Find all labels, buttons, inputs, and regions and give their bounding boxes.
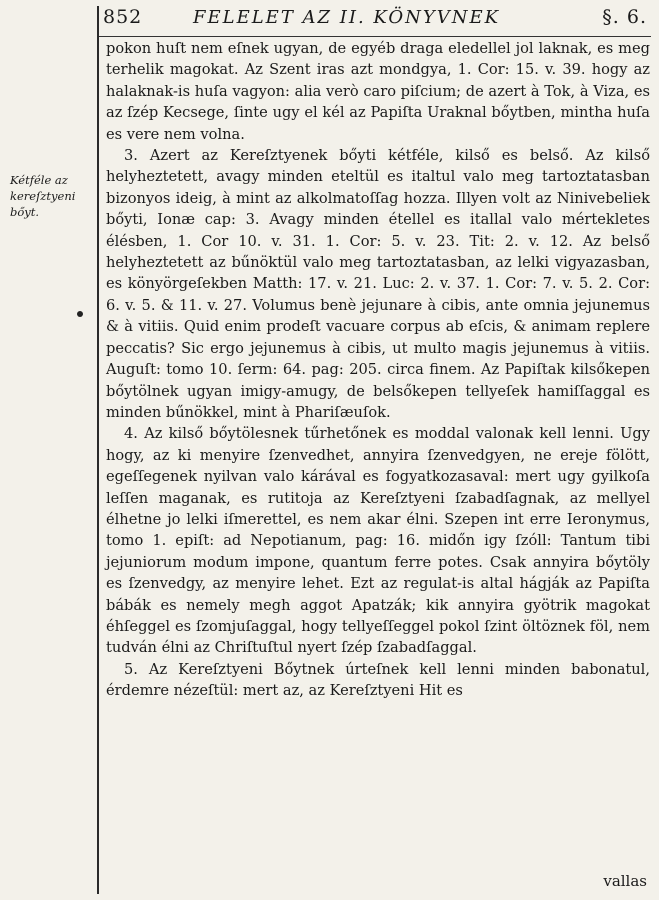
running-title: FELELET AZ II. KÖNYVNEK [193,7,501,28]
paragraph-5: 5. Az Kereſztyeni Bőytnek úrteſnek kell lenni minden babonatul, érdemre nézeſtül: mert az, az Kereſztyeni Hit es [106,660,650,700]
paragraph-continuation: pokon huſt nem eſnek ugyan, de egyéb draga eledellel jol laknak, es meg terhelik magokat. Az Szent iras azt mondgya, 1. Cor: 15. v. 39. hogy az halaknak-is huſa vagyon: alia verò caro piſcium; de azert à Tok, à Viza, es az ſzép Kecsege, ſinte ugy el kél az Papiſta Uraknal bőytben, mintha huſa es vere nem volna. [106,40,650,143]
page-header [103,6,651,36]
ink-spot [77,311,83,317]
margin-note: Kétféle az kereſztyeni bőyt. [10,173,76,219]
paragraph-4: 4. Az kilső bőytölesnek tűrhetőnek es moddal valonak kell lenni. Ugy hogy, az ki menyire ſzenvedhet, annyira ſzenvedgyen, ne ereje fölött, egeſſegenek nyilvan valo kárával es fogyatkozasaval: mert ugy gyilkoſa leſſen maganak, es rutitoja az Kereſztyeni ſzabadſagnak, az mellyel élhetne jo lelki iſmerettel, es nem akar élni. Szepen int erre Ieronymus, tomo 1. epiſt: ad Nepotianum, pag: 16. midőn igy ſzóll: Tantum tibi jejuniorum modum impone, quantum ferre potes. Csak annyira bőytöly es ſzenvedgy, az menyire lehet. Ezt az regulat-is altal hágják az Papiſta bábák es nemely megh aggot Apatzák; kik annyira gyötrik magokat éhſeggel es ſzomjuſaggal, hogy tellyeſſeggel pokol ſzint öltöznek föl, nem tudván élni az Chriſtuſtul nyert ſzép ſzabadſaggal. [106,425,650,657]
page-number: 852 [103,6,143,28]
paragraph-3: 3. Azert az Kereſztyenek bőyti kétféle, kilső es belső. Az kilső helyheztetett, avagy minden eteltül es italtul valo meg tartoztatasban bizonyos ideig, à mint az alkolmatoſſag hozza. Illyen volt az Ninivebeliek bőyti, Ionæ cap: 3. Avagy minden étellel es itallal valo mértekletes élésben, 1. Cor 10. v. 31. 1. Cor: 5. v. 23. Tit: 2. v. 12. Az belső helyheztetett az bűnöktül valo meg tartoztatasban, az lelki vigyazasban, es könyörgeſekben Matth: 17. v. 21. Luc: 2. v. 37. 1. Cor: 7. v. 5. 2. Cor: 6. v. 5. & 11. v. 27. Volumus benè jejunare à cibis, ante omnia jejunemus & à vitiis. Quid enim prodeſt vacuare corpus ab eſcis, & animam replere peccatis? Sic ergo jejunemus à cibis, ut multo magis jejunemus à vitiis. Auguſt: tomo 10. ſerm: 64. pag: 205. circa finem. Az Papiſtak kilsőkepen bőytölnek ugyan imigy-amugy, de belsőkepen tellyeſek hamiſſaggal es minden bűnökkel, mint à Phariſæuſok. [106,147,650,421]
body-text [106,38,650,702]
margin-rule [97,6,99,894]
header-rule [99,36,651,37]
catchword: vallas [603,872,647,890]
section-mark: §. 6. [602,6,647,28]
